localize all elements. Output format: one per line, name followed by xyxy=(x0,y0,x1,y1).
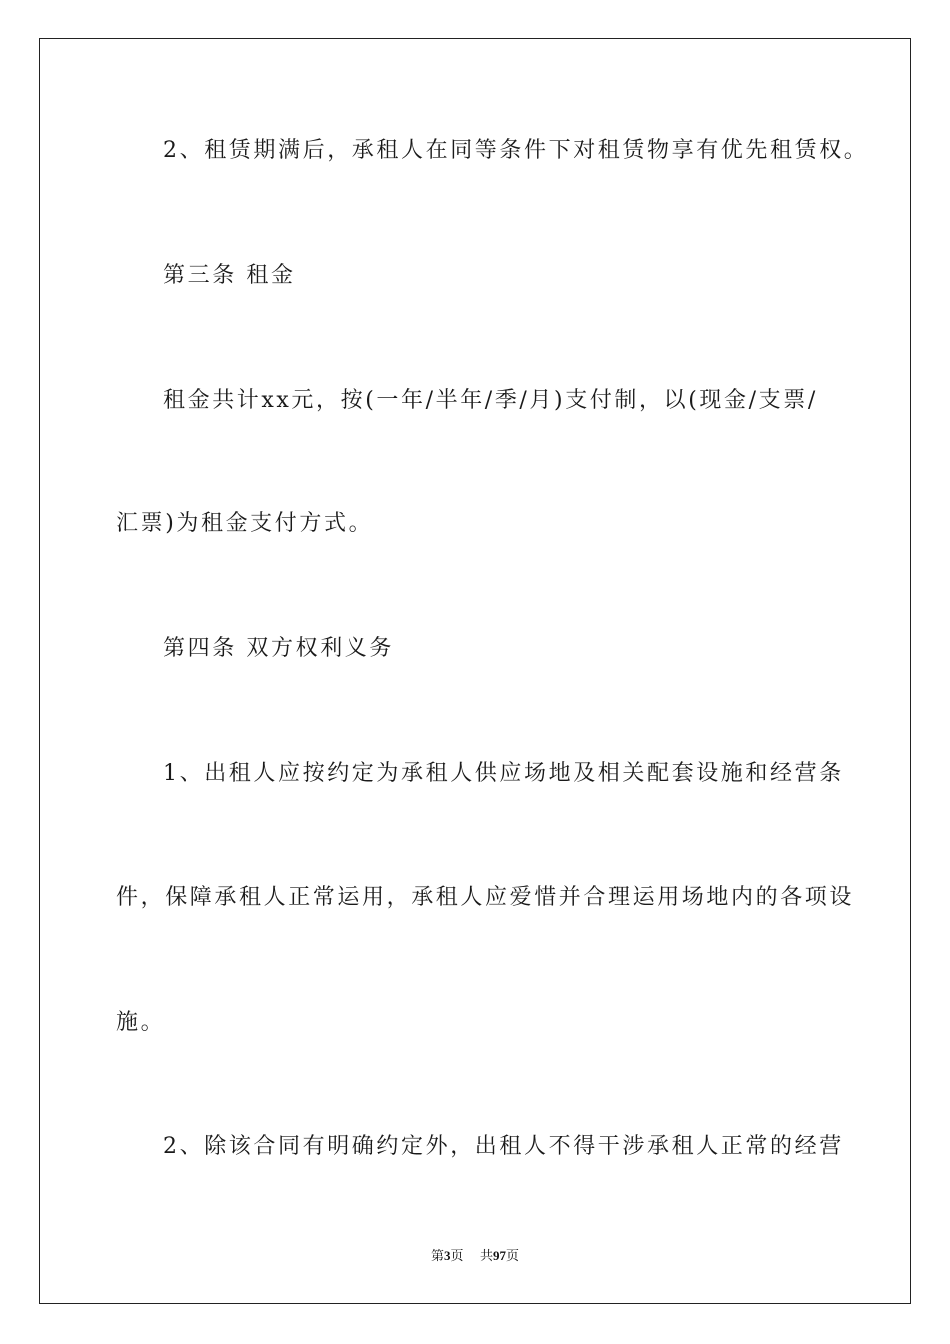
paragraph-line: 件，保障承租人正常运用，承租人应爱惜并合理运用场地内的各项设 xyxy=(116,885,855,910)
paragraph-line: 2、除该合同有明确约定外，出租人不得干涉承租人正常的经营 xyxy=(163,1134,844,1159)
total-suffix: 页 xyxy=(506,1249,520,1264)
page-number: 3 xyxy=(443,1248,451,1263)
page-suffix: 页 xyxy=(450,1249,464,1264)
page-footer xyxy=(0,1247,950,1266)
paragraph-line: 施。 xyxy=(116,1010,166,1035)
paragraph-line: 2、租赁期满后，承租人在同等条件下对租赁物享有优先租赁权。 xyxy=(163,138,869,163)
section-heading: 第三条 租金 xyxy=(163,263,296,288)
section-heading: 第四条 双方权利义务 xyxy=(163,636,394,661)
total-prefix: 共 xyxy=(480,1249,494,1264)
page-border xyxy=(39,38,911,1304)
page-prefix: 第 xyxy=(430,1249,444,1264)
paragraph-line: 1、出租人应按约定为承租人供应场地及相关配套设施和经营条 xyxy=(163,761,844,786)
total-pages: 97 xyxy=(493,1248,507,1263)
paragraph-line: 租金共计xx元，按(一年/半年/季/月)支付制，以(现金/支票/ xyxy=(163,388,818,413)
paragraph-line: 汇票)为租金支付方式。 xyxy=(116,511,374,536)
